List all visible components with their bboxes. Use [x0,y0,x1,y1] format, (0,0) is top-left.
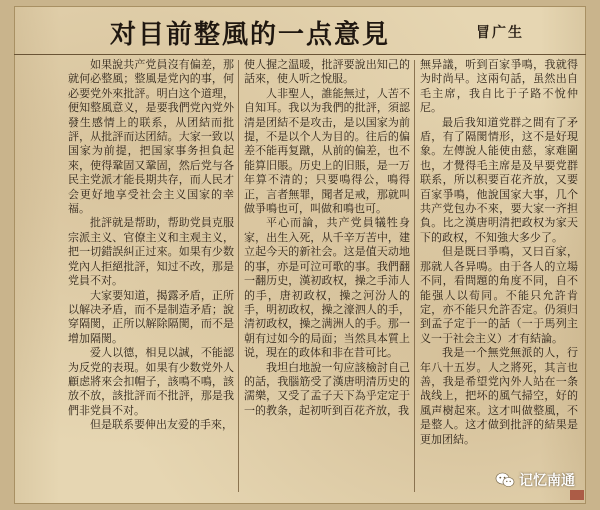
article-author: 冒广生 [476,25,524,41]
paragraph: 但是既曰爭鳴，又曰百家，那就人各异鳴。由于各人的立場不同，看問題的角度不同，自不能强人以荀同。不能只允許肯定，亦不能只允許否定。仍須归到孟子定于一的話（一于馬列主义一于社会主义）才有結論。 [420,245,578,345]
paragraph: 爱人以德，相見以誠，不能認为反党的表現。如果有少数党外人顧虑將來会扣帽子，該鳴不鳴，該放不放，該批評而不批評，那是我們非党員不对。 [68,346,234,417]
article-column-1 [68,58,234,494]
paragraph: 我坦白地說一句应該檢討自己的話，我腦筋受了漢唐明清历史的濡樂，又受了孟子天下為乎定定于一的教条，起初听到百花齐放，我 [244,360,410,417]
wechat-icon [495,472,515,488]
red-seal-mark [570,490,584,500]
paragraph: 我是一个無党無派的人，行年八十五岁。人之將死，其言也善，我是希望党內外人站在一条战线上，把坏的風气掃空，好的風声樹起來。这才叫做整風，不是整人。这才做到批評的結果是更加团結。 [420,346,578,446]
watermark [495,470,575,490]
title-divider [14,54,586,55]
article-column-3 [420,58,578,494]
paragraph: 人非聖人，誰能無过，人苦不自知耳。我以为我們的批評，須認清是团結不是攻击，是以国家为前提，不是以个人为目的。往后的偏差不能再复蹴，从前的偏差，也不能算旧賬。历史上的旧賬，是一万年算不清的；只要鳴得公，鳴得正，言者無罪，聞者足戒，那就叫做爭鳴也可，叫做和鳴也可。 [244,86,410,216]
article-title: 对目前整風的一点意見 [110,20,391,50]
article-column-2 [244,58,410,494]
paragraph: 如果說共产党員沒有偏差，那就何必整風；整風是党內的事，何必要党外來批評。明白这个道理，便知整風意义，是要我們党內党外發生感情上的联系，从团結而批評，从批評而达团結。大家一致以国家为前提，把国家事务担負起來，使得鞏固又鞏固，然后党与各民主党派才能長期共存，而人民才会更好地享受社会主义国家的幸福。 [68,58,234,216]
paragraph: 無异議，听到百家爭鳴，我就得为时尚早。这兩句話，虽然出自毛主席，我自比于子路不悅仲尼。 [420,58,578,115]
newspaper-clipping [14,6,586,504]
paragraph: 使人握之温暖，批評要說出知己的話來，使人听之悅服。 [244,58,410,86]
paragraph: 批評就是帮助，帮助党員克服宗派主义、官僚主义和主观主义，把一切錯誤糾正过來。如果有少数党內人拒絕批評，知过不改，那是党員不对。 [68,216,234,288]
paragraph: 平心而論，共产党員犠牲身家，出生入死，从千辛万苦中，建立起今天的新社会。这是值天动地的事，亦是可泣可歌的事。我們翻一翻历史，漢初政权，操之手沛人的手，唐初政权，操之河汾人的手，明初政权，操之濠泗人的手，清初政权，操之满洲人的手。那一朝有过如今的局面；当然具本質上说，現在的政体和非在昔可比。 [244,216,410,360]
paragraph: 最后我知道党群之間有了矛盾，有了隔閡情形，这不是好現象。左傳說人能使由慈，家难圍也，才覺得毛主席是及早要党群联系，所以积要百花齐放，又要百家爭鳴，他說国家大事，几个共产党包办不來，要大家一齐担負。比之漢唐明清把政权为家天下的政权，不知強大多少了。 [420,115,578,244]
watermark-text: 记忆南通 [519,473,575,489]
paragraph: 大家要知道，揭露矛盾，正所以解决矛盾，而不是制造矛盾；說穿隔閡，正所以解除隔閡，而不是增加隔閡。 [68,288,234,345]
column-divider [414,60,415,492]
paragraph: 但是联系要伸出友爱的手來， [90,418,233,432]
column-divider [238,60,239,492]
